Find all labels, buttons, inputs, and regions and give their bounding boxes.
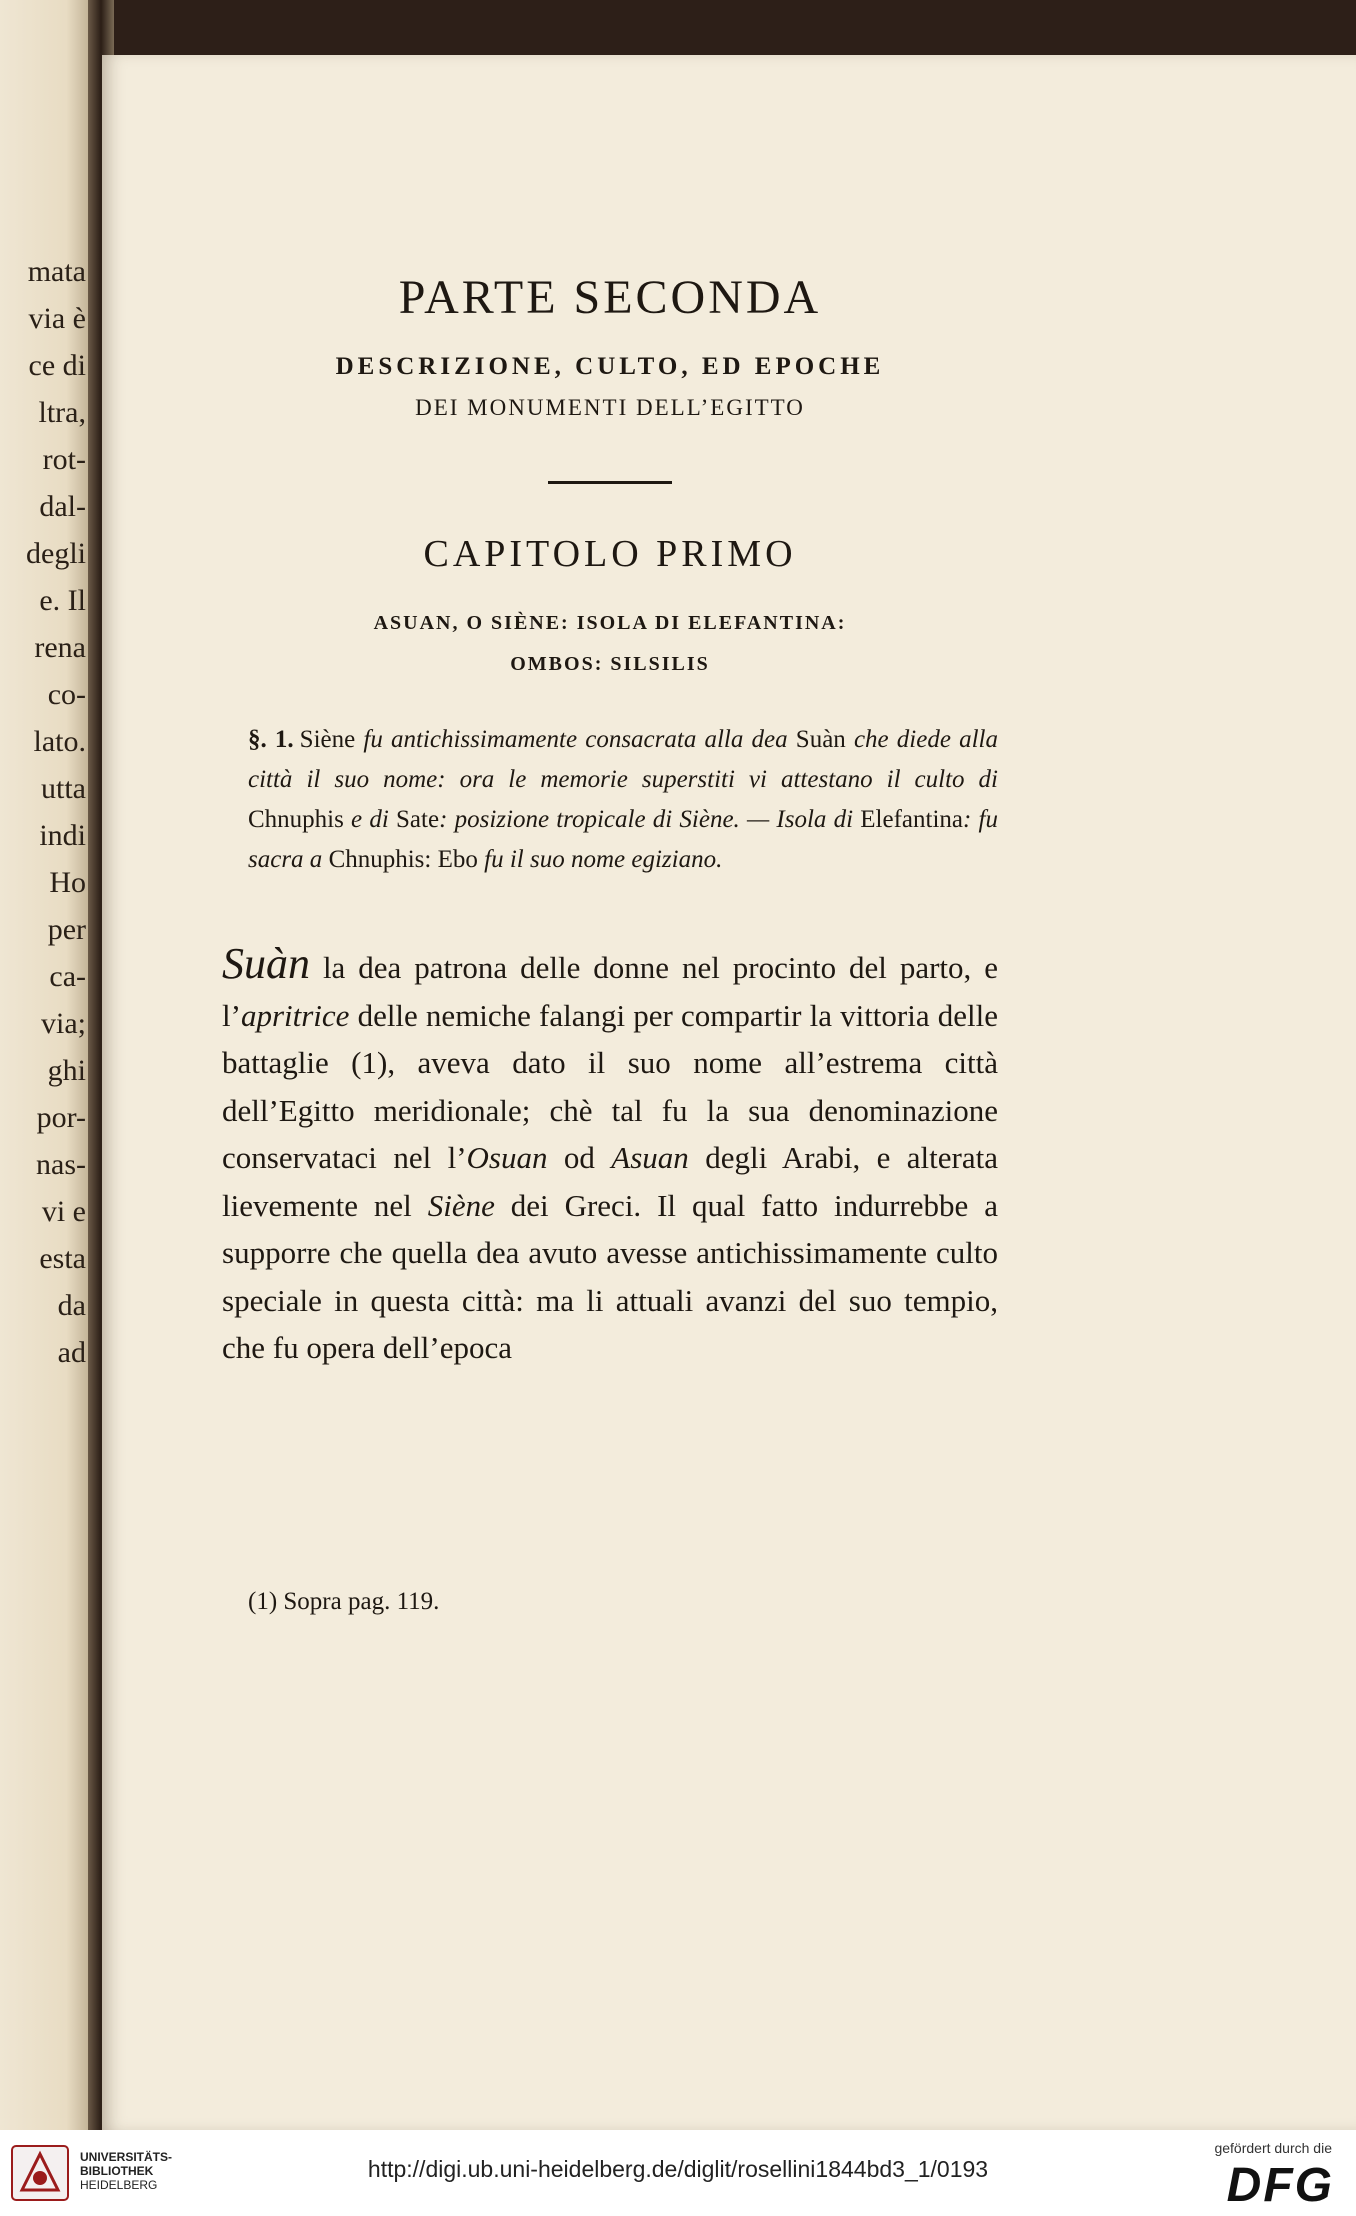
margin-fragment: e. Il (39, 584, 86, 617)
permalink-url[interactable]: http://digi.ub.uni-heidelberg.de/diglit/rosellini1844bd3_1/0193 (367, 2156, 989, 2182)
margin-fragment: ce di (28, 349, 86, 382)
funding-note: gefördert durch die (1214, 2140, 1332, 2156)
library-name: UNIVERSITÄTS- BIBLIOTHEK HEIDELBERG (80, 2150, 173, 2192)
part-title: PARTE SECONDA (398, 271, 822, 324)
margin-fragment: mata (27, 255, 86, 288)
margin-fragment: da (57, 1289, 86, 1322)
page-content (222, 270, 998, 1372)
footnote: (1) Sopra pag. 119. (248, 1588, 440, 1615)
chapter-title: CAPITOLO PRIMO (423, 533, 797, 575)
part-subtitle-2: DEI MONUMENTI DELL’EGITTO (415, 395, 805, 420)
chapter-topic-1: ASUAN, O SIÈNE: ISOLA DI ELEFANTINA: (373, 612, 847, 634)
margin-fragment: lato. (33, 725, 86, 758)
margin-fragment: rot- (42, 443, 86, 476)
margin-fragment: via; (41, 1007, 86, 1040)
margin-fragment: ad (57, 1336, 86, 1369)
margin-fragment: ca- (49, 960, 86, 993)
chapter-topic-2: OMBOS: SILSILIS (510, 653, 710, 675)
left-page-edge (0, 0, 95, 2130)
margin-fragment: rena (34, 631, 86, 664)
margin-fragment: esta (39, 1242, 86, 1275)
margin-fragment: Ho (49, 866, 86, 899)
part-subtitle-1: DESCRIZIONE, CULTO, ED EPOCHE (335, 353, 885, 380)
section-summary: §. 1. Siène fu antichissimamente consacrata alla dea Suàn che diede alla città il suo nome: ora le memorie superstiti vi attestano il culto di Chnuphis e di Sate: posizione tropicale di Siène. — Isola di Elefantina: fu sacra a Chnuphis: Ebo fu il suo nome egiziano. (248, 726, 998, 873)
margin-fragment: ghi (47, 1054, 86, 1087)
dfg-logo: DFG (1226, 2159, 1334, 2212)
margin-fragment: via è (28, 302, 86, 335)
margin-fragment: nas- (36, 1148, 86, 1181)
margin-fragment: utta (41, 772, 86, 805)
margin-fragment: por- (36, 1101, 86, 1134)
margin-fragment: dal- (39, 490, 86, 523)
divider-rule (548, 481, 672, 484)
drop-word: Suàn (222, 939, 310, 988)
footer-bar (0, 2130, 1356, 2216)
section-number: §. 1. (248, 726, 294, 753)
body-paragraph: Suàn la dea patrona delle donne nel procinto del parto, e l’apritrice delle nemiche falangi per compartir la vittoria delle battaglie (1), aveva dato il suo nome all’estrema città dell’Egitto meridionale; chè tal fu la sua denominazione conservataci nel l’Osuan od Asuan degli Arabi, e alterata lievemente nel Siène dei Greci. Il qual fatto indurrebbe a supporre che quella dea avuto avesse antichissimamente culto speciale in questa città: ma li attuali avanzi del suo tempio, che fu opera dell’epoca (222, 939, 998, 1365)
margin-fragment: vi e (41, 1195, 86, 1228)
margin-fragment: ltra, (38, 396, 86, 429)
margin-fragment: degli (26, 537, 86, 570)
margin-fragment: per (47, 913, 86, 946)
left-page-text-fragments (0, 248, 86, 1376)
margin-fragment: indi (39, 819, 86, 852)
margin-fragment: co- (47, 678, 86, 711)
